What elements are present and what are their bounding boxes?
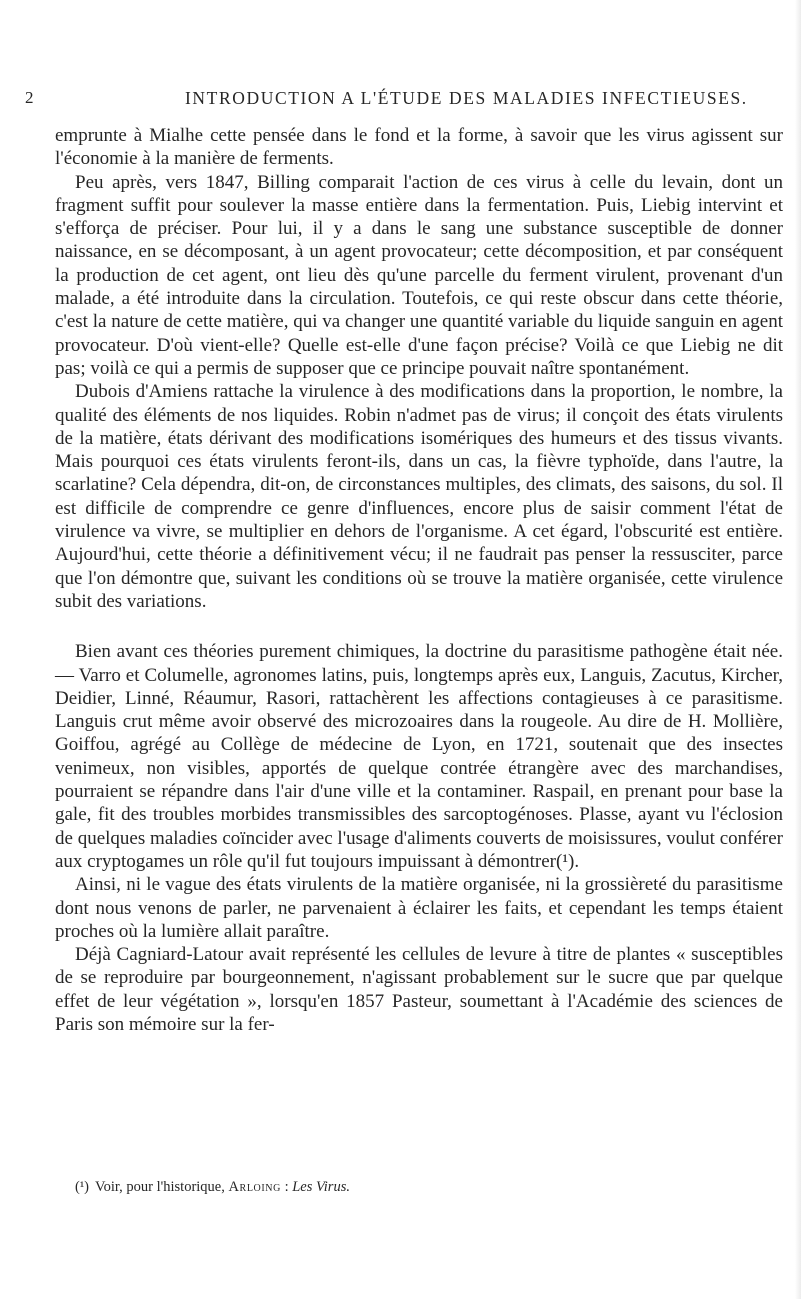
- footnote-title: Les Virus.: [292, 1179, 350, 1195]
- page-number: 2: [25, 88, 34, 107]
- footnote: [75, 1179, 775, 1196]
- footnote-text: Voir, pour l'historique,: [95, 1179, 225, 1195]
- paragraph-3: Dubois d'Amiens rattache la virulence à des modifications dans la proportion, le nombre, la qualité des éléments de nos liquides. Robin n'admet pas de virus; il conçoit des états virulents de la matière, états dérivant des modifications isomériques des humeurs et des tissus vivants. Mais pourquoi ces états virulents feront-ils, dans un cas, la fièvre typhoïde, dans l'autre, la scarlatine? Cela dépendra, dit-on, de circonstances multiples, des climats, des saisons, du sol. Il est difficile de comprendre ce genre d'influences, encore plus de saisir comment l'état de virulence va vivre, se multiplier en dehors de l'organisme. A cet égard, l'obscurité est entière. Aujourd'hui, cette théorie a définitivement vécu; il ne faudrait pas penser la ressusciter, parce que l'on démontre que, suivant les conditions où se trouve la matière organisée, cette virulence subit des variations.: [55, 381, 783, 612]
- paragraph-1: emprunte à Mialhe cette pensée dans le fond et la forme, à savoir que les virus agissent sur l'économie à la manière de ferments.: [55, 125, 783, 170]
- paragraph-6: Déjà Cagniard-Latour avait représenté les cellules de levure à titre de plantes « susceptibles de se reproduire par bourgeonnement, n'agissant probablement sur le sucre que par quelque effet de leur végétation », lorsqu'en 1857 Pasteur, soumettant à l'Académie des sciences de Paris son mémoire sur la fer-: [55, 944, 783, 1035]
- paragraph-2: Peu après, vers 1847, Billing comparait l'action de ces virus à celle du levain, dont un fragment suffit pour soulever la masse entière dans la fermentation. Puis, Liebig intervint et s'efforça de préciser. Pour lui, il y a dans le sang une substance susceptible de donner naissance, en se décomposant, à un agent provocateur; cette décomposition, et par conséquent la production de cet agent, ont lieu dès qu'une parcelle du ferment virulent, provenant d'un malade, a été introduite dans la circulation. Toutefois, ce qui reste obscur dans cette théorie, c'est la nature de cette matière, qui va changer une quantité variable du liquide sanguin en agent provocateur. D'où vient-elle? Quelle est-elle d'une façon précise? Voilà ce que Liebig ne dit pas; voilà ce qui a permis de supposer que ce principe pouvait naître spontanément.: [55, 171, 783, 379]
- running-title: INTRODUCTION A L'ÉTUDE DES MALADIES INFECTIEUSES.: [185, 88, 748, 108]
- paragraph-4-text: Bien avant ces théories purement chimiques, la doctrine du parasitisme pathogène était née. — Varro et Columelle, agronomes latins, puis, longtemps après eux, Languis, Zacutus, Kircher, Deidier, Linné, Réaumur, Rasori, rattachèrent les affections contagieuses à ce parasitisme. Languis crut même avoir observé des microzoaires dans la rougeole. Au dire de H. Mollière, Goiffou, agrégé au Collège de médecine de Lyon, en 1721, soutenait que des insectes venimeux, non visibles, apportés de quelque contrée étrangère avec des marchandises, pourraient se répandre dans l'air d'une ville et la contaminer. Raspail, en prenant pour base la gale, fit des troubles morbides transmissibles des sarcoptogénoses. Plasse, ayant vu l'éclosion de quelques maladies coïncider avec l'usage d'aliments couverts de moisissures, voulut conférer aux cryptogames un rôle qu'il fut toujours impuissant à démontrer: [55, 641, 783, 872]
- footnote-mark: (¹): [75, 1179, 90, 1195]
- paragraph-5: Ainsi, ni le vague des états virulents de la matière organisée, ni la grossièreté du parasitisme dont nous venons de parler, ne parvenaient à éclairer les faits, et cependant les temps étaient proches où la lumière allait paraître.: [55, 874, 783, 942]
- footnote-author: Arloing: [228, 1179, 281, 1195]
- page-edge-shadow: [795, 0, 801, 1299]
- body-text: [55, 124, 783, 1036]
- paragraph-4: [55, 640, 783, 873]
- footnote-separator: :: [280, 1179, 293, 1195]
- footnote-reference[interactable]: (¹).: [556, 850, 580, 872]
- page-header: [25, 88, 782, 112]
